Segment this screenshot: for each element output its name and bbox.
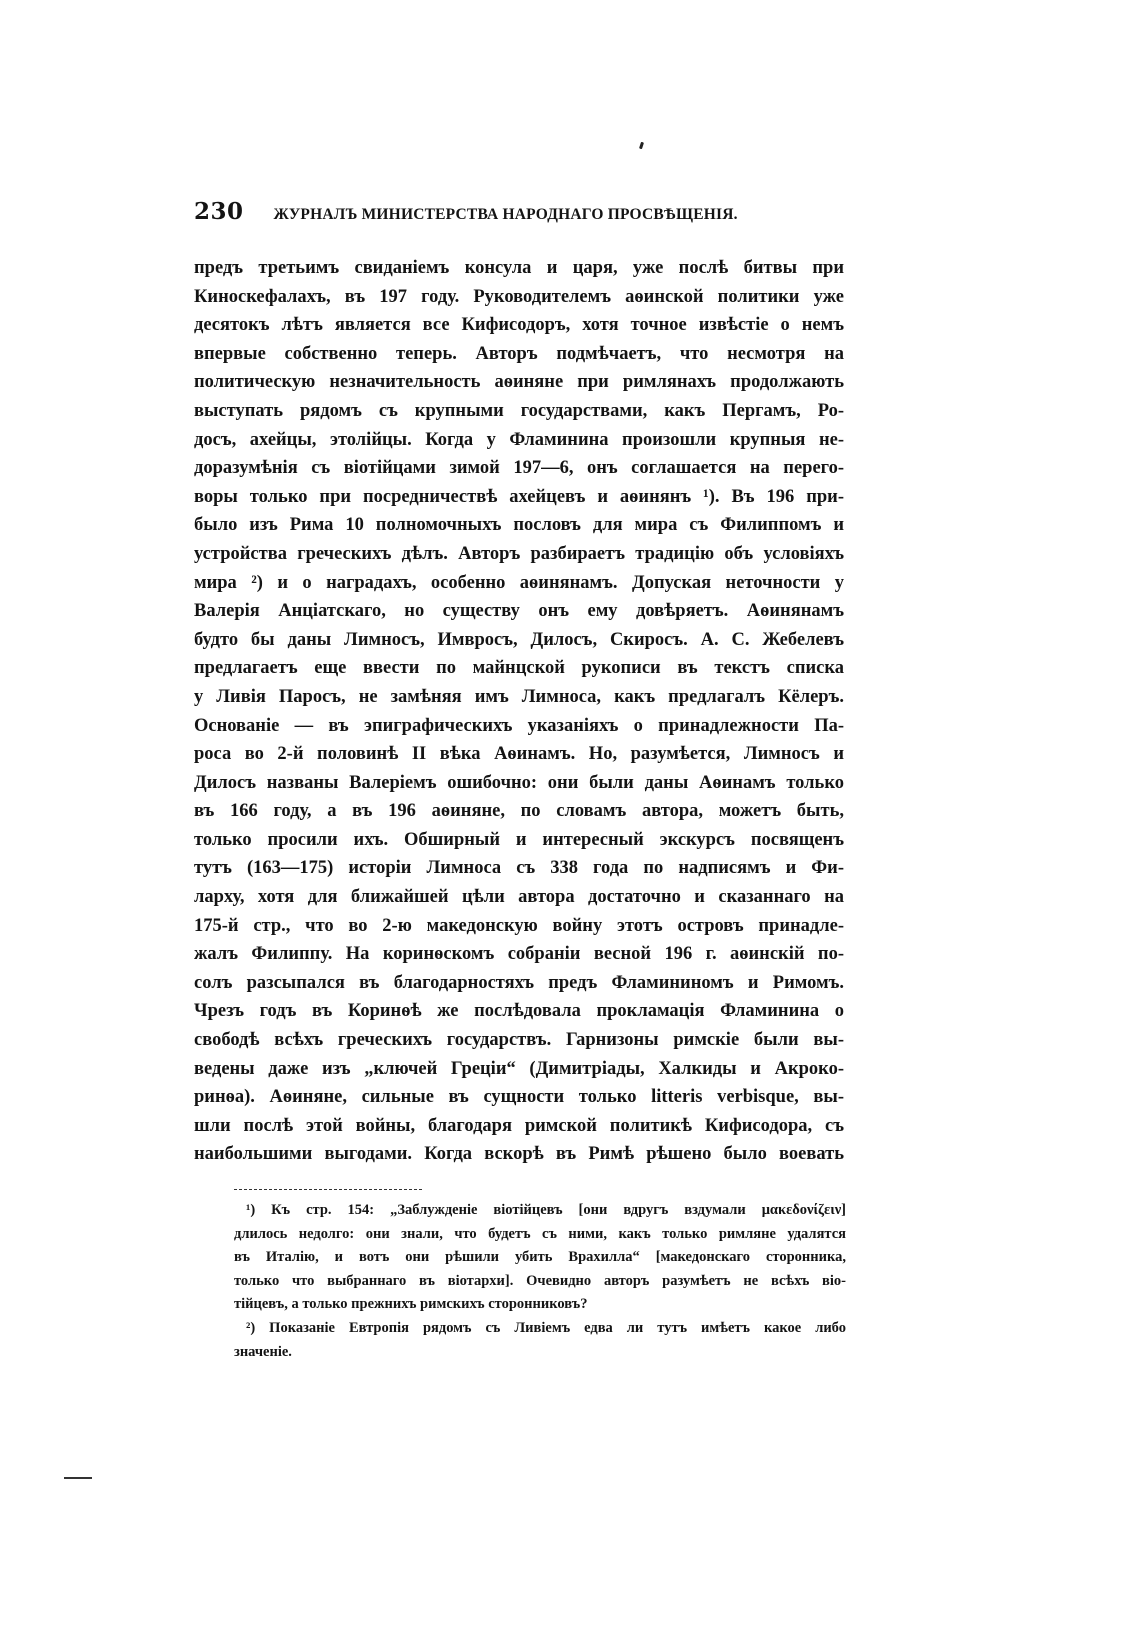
text-line: мира ²) и о наградахъ, особенно аѳинянамъ. Допуская неточности у [194,572,844,593]
text-line: наибольшими выгодами. Когда вскорѣ въ Римѣ рѣшено было воевать [194,1144,844,1165]
text-line: впервые собственно теперь. Авторъ подмѣчаетъ, что несмотря на [194,343,844,364]
text-line: было изъ Рима 10 полномочныхъ пословъ для мира съ Филиппомъ и [194,515,844,536]
footnote-line: длилось недолго: они знали, что будетъ съ ними, какъ только римляне удалятся [234,1225,846,1242]
text-line: жалъ Филиппу. На коринѳскомъ собраніи весной 196 г. аѳинскій по- [194,944,844,965]
text-line: ведены даже изъ „ключей Греціи“ (Димитріады, Халкиды и Акроко- [194,1058,844,1079]
text-line: тутъ (163—175) исторіи Лимноса съ 338 года по надписямъ и Фи- [194,858,844,879]
text-line: только просили ихъ. Обширный и интересный экскурсъ посвященъ [194,829,844,850]
text-line: ларху, хотя для ближайшей цѣли автора достаточно и сказаннаго на [194,887,844,908]
text-line: досъ, ахейцы, этолійцы. Когда у Фламинина произошли крупныя не- [194,429,844,450]
text-line: воры только при посредничествѣ ахейцевъ и аѳинянъ ¹). Въ 196 при- [194,486,844,507]
text-line: Чрезъ годъ въ Коринѳѣ же послѣдовала прокламація Фламинина о [194,1001,844,1022]
footnote-line: значеніе. [234,1343,292,1360]
text-line: 175-й стр., что во 2-ю македонскую войну этотъ островъ принадле- [194,915,844,936]
text-line: Валерія Анціатскаго, но существу онъ ему довѣряетъ. Аѳинянамъ [194,601,844,622]
running-title: ЖУРНАЛЪ МИНИСТЕРСТВА НАРОДНАГО ПРОСВѢЩЕНІЯ. [273,206,738,223]
text-line: солъ разсыпался въ благодарностяхъ предъ Фламининомъ и Римомъ. [194,972,844,993]
text-line: устройства греческихъ дѣлъ. Авторъ разбираетъ традицію объ условіяхъ [194,543,844,564]
text-line: свободѣ всѣхъ греческихъ государствъ. Гарнизоны римскіе были вы- [194,1030,844,1051]
text-line: Дилосъ названы Валеріемъ ошибочно: они были даны Аѳинамъ только [194,772,844,793]
text-line: выступать рядомъ съ крупными государствами, какъ Пергамъ, Ро- [194,400,844,421]
text-line: предъ третьимъ свиданіемъ консула и царя, уже послѣ битвы при [194,258,844,278]
text-line: Основаніе — въ эпиграфическихъ указаніяхъ о принадлежности Па- [194,715,844,736]
margin-mark [64,1477,92,1479]
footnote-line: въ Италію, и вотъ они рѣшили убить Врахилла“ [македонскаго сторонника, [234,1249,846,1266]
text-line: десятокъ лѣтъ является все Кифисодоръ, хотя точное извѣстіе о немъ [194,315,844,336]
text-line: въ 166 году, а въ 196 аѳиняне, по словамъ автора, можетъ быть, [194,801,844,822]
text-line: доразумѣнія съ віотійцами зимой 197—6, онъ соглашается на перего- [194,458,844,479]
text-line: будто бы даны Лимносъ, Имвросъ, Дилосъ, Скиросъ. А. С. Жебелевъ [194,629,844,650]
text-line: роса во 2-й половинѣ II вѣка Аѳинамъ. Но, разумѣется, Лимносъ и [194,744,844,765]
text-line: шли послѣ этой войны, благодаря римской политикѣ Кифисодора, съ [194,1115,844,1136]
ink-speck [639,142,644,150]
text-line: у Ливія Паросъ, не замѣняя имъ Лимноса, какъ предлагалъ Кёлеръ. [194,686,844,707]
footnote-line: только что выбраннаго въ віотархи]. Очевидно авторъ разумѣетъ не всѣхъ віо- [234,1272,846,1289]
footnote-separator [234,1189,422,1190]
main-text [194,254,844,1169]
page-number: 230 [194,198,244,225]
text-line: политическую незначительность аѳиняне при римлянахъ продолжають [194,372,844,393]
text-line: ринѳа). Аѳиняне, сильные въ сущности только litteris verbisque, вы- [194,1087,844,1108]
page-header [194,198,839,228]
footnote-line: ²) Показаніе Евтропія рядомъ съ Ливіемъ едва ли тутъ имѣетъ какое либо [246,1319,846,1336]
footnote-line: ¹) Къ стр. 154: „Заблужденіе віотійцевъ [они вдругъ вздумали μακεδονίζειν] [246,1202,846,1218]
text-line: предлагаетъ еще ввести по майнцской рукописи въ текстъ списка [194,658,844,679]
footnotes [234,1199,846,1364]
text-line: Киноскефалахъ, въ 197 году. Руководителемъ аѳинской политики уже [194,286,844,307]
footnote-line: тійцевъ, а только прежнихъ римскихъ сторонниковъ? [234,1296,588,1313]
